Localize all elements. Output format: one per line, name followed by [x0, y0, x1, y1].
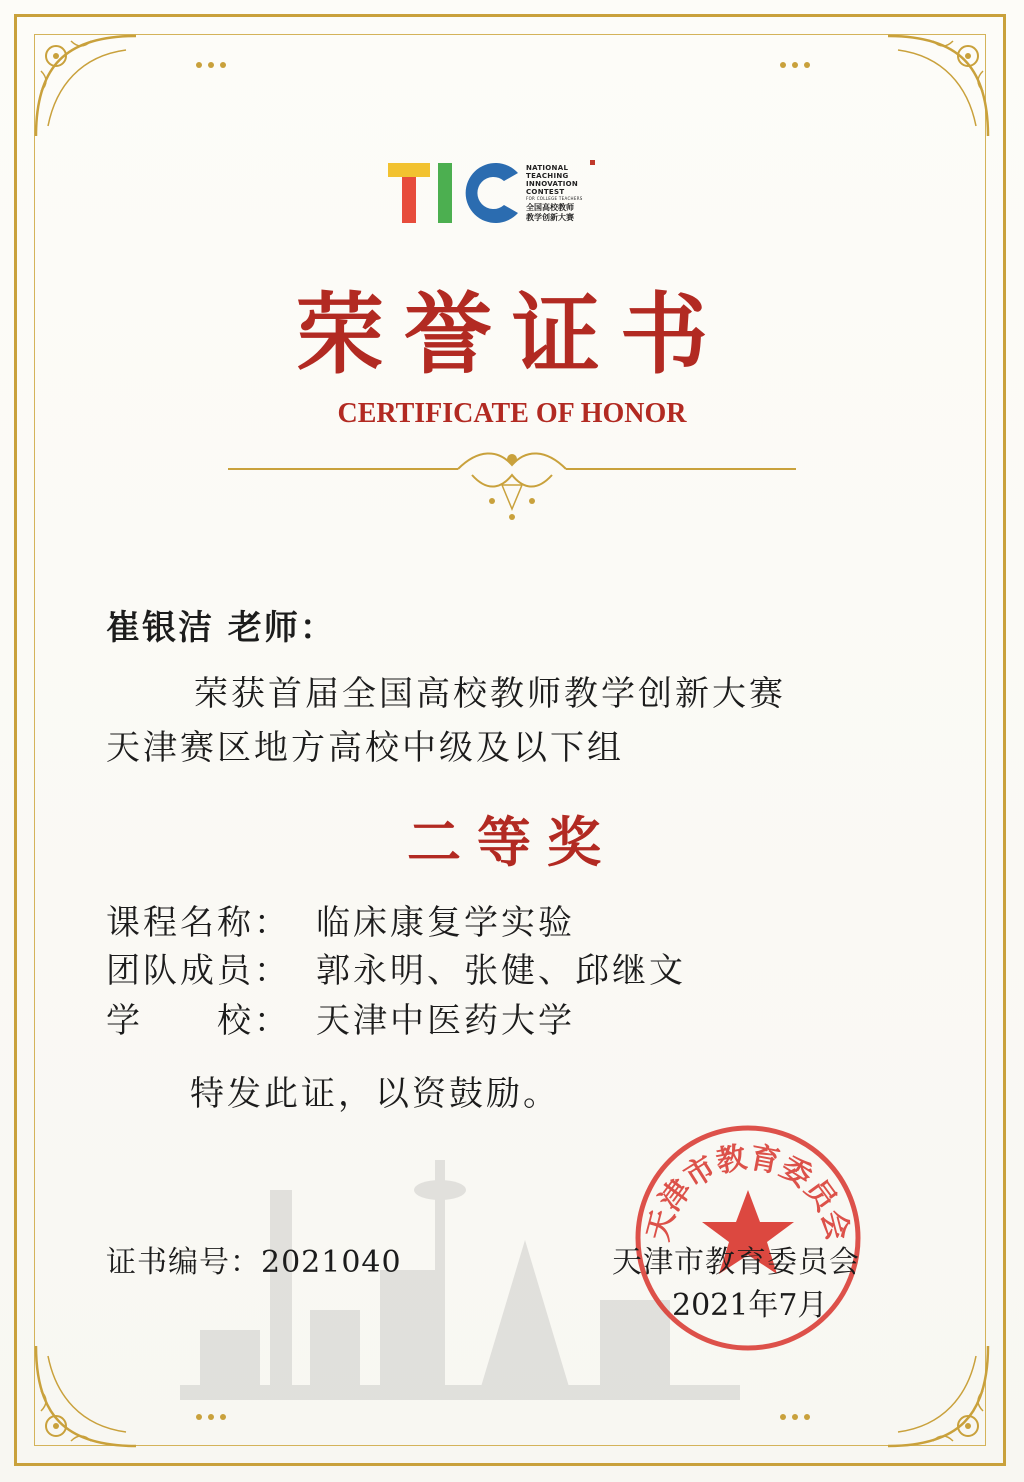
- ornamental-divider: [228, 445, 796, 525]
- logo-caption-line: TEACHING: [526, 171, 569, 180]
- award-description-line-2: 天津赛区地方高校中级及以下组: [106, 728, 624, 768]
- logo-caption-line: INNOVATION: [526, 179, 579, 188]
- border-dots-top-left: [196, 62, 226, 68]
- border-dots-bottom-right: [780, 1414, 810, 1420]
- logo-caption-line: CONTEST: [526, 187, 565, 196]
- corner-ornament-bottom-right: [878, 1336, 998, 1456]
- closing-statement: 特发此证，以资鼓励。: [190, 1074, 560, 1114]
- school-row: [106, 993, 575, 1042]
- border-dots-top-right: [780, 62, 810, 68]
- logo-caption-line: NATIONAL: [526, 163, 569, 172]
- corner-ornament-top-left: [26, 26, 146, 146]
- logo-accent-mark: [590, 160, 595, 165]
- logo-caption-line: 全国高校教师: [526, 202, 574, 212]
- seal-text: 天津市教育委员会: [640, 1140, 856, 1245]
- certificate-title-english: CERTIFICATE OF HONOR: [337, 398, 687, 429]
- tic-logo-icon: [386, 161, 522, 225]
- team-label: 团队成员：: [106, 951, 291, 991]
- team-value: 郭永明、张健、邱继文: [316, 951, 686, 991]
- logo-caption: [526, 165, 583, 222]
- border-dots-bottom-left: [196, 1414, 226, 1420]
- logo-caption-line: 教学创新大赛: [526, 212, 574, 222]
- course-row: [106, 895, 575, 944]
- school-label: 学 校：: [106, 1001, 291, 1041]
- corner-ornament-top-right: [878, 26, 998, 146]
- award-description-line-1: 荣获首届全国高校教师教学创新大赛: [194, 674, 786, 714]
- school-value: 天津中医药大学: [316, 1001, 575, 1041]
- certificate-number: 证书编号：2021040: [106, 1245, 402, 1280]
- issue-date: 2021年7月: [672, 1288, 828, 1323]
- course-label: 课程名称：: [106, 903, 291, 943]
- course-value: 临床康复学实验: [316, 903, 575, 943]
- award-level: 二等奖: [407, 810, 617, 874]
- issuing-authority: 天津市教育委员会: [612, 1245, 860, 1280]
- team-row: [106, 943, 686, 992]
- recipient-name: 崔银洁 老师：: [106, 608, 336, 648]
- contest-logo: [386, 158, 646, 228]
- certificate-title: 荣誉证书: [295, 282, 728, 386]
- corner-ornament-bottom-left: [26, 1336, 146, 1456]
- logo-caption-line: FOR COLLEGE TEACHERS: [526, 195, 583, 201]
